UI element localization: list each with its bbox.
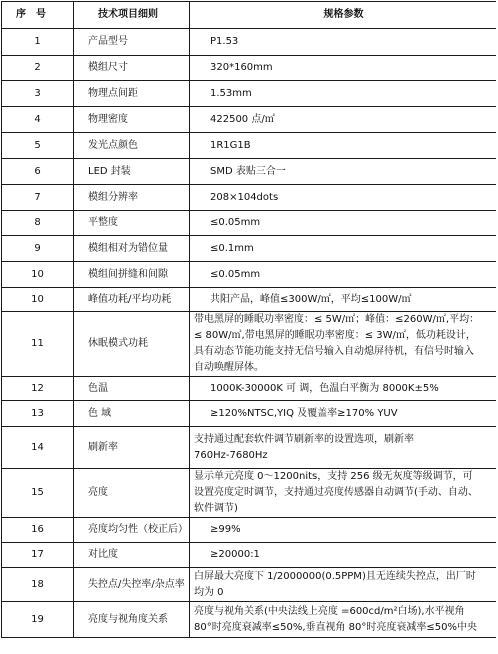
spec-line: 设置亮度定时调节，支持通过亮度传感器自动调节(手动、自动、: [194, 487, 478, 498]
row-item: 休眠模式功耗: [74, 312, 190, 377]
spec-line: P1.53: [210, 36, 239, 47]
spec-line: SMD 表贴三合一: [210, 165, 286, 177]
row-number: 5: [2, 133, 74, 159]
table-row: [2, 602, 497, 638]
row-number: 18: [2, 568, 74, 602]
table-row: [2, 401, 497, 427]
header-spec: 规格参数: [190, 2, 497, 29]
spec-line: ≤0.05mm: [210, 217, 261, 228]
row-item: 色温: [74, 377, 190, 401]
spec-line: 760Hz-7680Hz: [194, 449, 268, 461]
row-spec: [190, 518, 497, 543]
table-row: [2, 427, 497, 469]
row-item: 峰值功耗/平均功耗: [74, 288, 190, 312]
row-item: 模组相对为错位量: [74, 236, 190, 262]
spec-line: 具有动态节能功能支持无信号输入自动熄屏待机，有信号时输入: [194, 346, 474, 357]
table-row: [2, 81, 497, 107]
row-item: 模组间拼缝和间隙: [74, 262, 190, 288]
spec-table: [1, 1, 496, 638]
spec-line: ≤0.05mm: [210, 268, 261, 280]
row-item: 平整度: [74, 211, 190, 236]
row-number: 10: [2, 262, 74, 288]
spec-line: 320*160mm: [210, 62, 273, 73]
spec-line: 显示单元亮度 0～1200nits，支持 256 级无灰度等级调节，可: [194, 471, 473, 482]
row-spec: [190, 159, 497, 185]
row-item: 刷新率: [74, 427, 190, 469]
row-number: 14: [2, 427, 74, 469]
row-number: 4: [2, 107, 74, 133]
spec-line: 1R1G1B: [210, 139, 251, 151]
spec-line: 软件调节): [194, 503, 238, 514]
table-row: [2, 211, 497, 236]
row-number: 19: [2, 602, 74, 638]
row-spec: [190, 185, 497, 211]
row-spec: [190, 56, 497, 81]
table-row: [2, 159, 497, 185]
table-row: [2, 543, 497, 568]
row-number: 1: [2, 29, 74, 56]
table-row: [2, 568, 497, 602]
row-spec: [190, 236, 497, 262]
row-number: 8: [2, 211, 74, 236]
row-item: 物理密度: [74, 107, 190, 133]
row-number: 2: [2, 56, 74, 81]
spec-line: 亮度与视角关系(中央法线上亮度 =600cd/m²白场),水平视角: [194, 605, 465, 617]
row-item: 产品型号: [74, 29, 190, 56]
header-no: 序号: [2, 2, 74, 29]
table-row: [2, 29, 497, 56]
row-spec: [190, 133, 497, 159]
row-spec: [190, 29, 497, 56]
spec-line: 80°时亮度衰减率≤50%,垂直视角 80°时亮度衰减率≤50%中央: [194, 621, 478, 633]
spec-line: ≥120%NTSC,YIQ 及覆盖率≥170% YUV: [210, 407, 398, 419]
row-number: 11: [2, 312, 74, 377]
row-item: 对比度: [74, 543, 190, 568]
row-item: 色 域: [74, 401, 190, 427]
row-item: 模组尺寸: [74, 56, 190, 81]
spec-line: ≥99%: [210, 524, 241, 535]
spec-line: 均为 0: [194, 586, 224, 598]
spec-line: ≤ 80W/㎡,带电黑屏的睡眠功率密度：≤ 3W/㎡，低功耗设计，: [194, 330, 476, 341]
row-number: 16: [2, 518, 74, 543]
spec-line: 208×104dots: [210, 191, 279, 203]
spec-line: 1.53mm: [210, 87, 252, 99]
row-item: 物理点间距: [74, 81, 190, 107]
table-row: [2, 312, 497, 377]
table-row: [2, 236, 497, 262]
row-item: 亮度与视角度关系: [74, 602, 190, 638]
row-item: 亮度: [74, 469, 190, 518]
table-row: [2, 107, 497, 133]
row-number: 12: [2, 377, 74, 401]
spec-line: 支持通过配套软件调节刷新率的设置选项，刷新率: [194, 433, 414, 445]
spec-line: ≤0.1mm: [210, 242, 254, 254]
spec-line: 1000K-30000K 可 调，色温白平衡为 8000K±5%: [210, 382, 439, 394]
header-item: 技术项目细则: [74, 2, 190, 29]
table-row: [2, 185, 497, 211]
row-number: 13: [2, 401, 74, 427]
row-number: 17: [2, 543, 74, 568]
table-row: [2, 133, 497, 159]
row-item: 亮度均匀性（校正后）: [74, 518, 190, 543]
row-item: 模组分辨率: [74, 185, 190, 211]
table-row: [2, 377, 497, 401]
row-item: LED 封装: [74, 159, 190, 185]
row-item: 失控点/失控率/杂点率: [74, 568, 190, 602]
row-spec: [190, 543, 497, 568]
table-row: [2, 56, 497, 81]
row-spec: [190, 312, 497, 377]
row-number: 3: [2, 81, 74, 107]
row-spec: [190, 288, 497, 312]
spec-line: 带电黑屏的睡眠功率密度：≤ 5W/㎡；峰值：≤260W/㎡,平均：: [194, 314, 480, 325]
row-spec: [190, 107, 497, 133]
spec-line: 422500 点/㎡: [210, 113, 275, 125]
spec-line: 白屏最大亮度下 1/2000000(0.5PPM)且无连续失控点，出厂时: [194, 570, 476, 582]
row-spec: [190, 427, 497, 469]
table-row: [2, 469, 497, 518]
table-header-row: [2, 2, 497, 29]
row-number: 15: [2, 469, 74, 518]
spec-line: ≥20000:1: [210, 549, 260, 560]
row-spec: [190, 469, 497, 518]
row-item: 发光点颜色: [74, 133, 190, 159]
row-spec: [190, 377, 497, 401]
row-number: 9: [2, 236, 74, 262]
row-number: 6: [2, 159, 74, 185]
row-spec: [190, 211, 497, 236]
table-row: [2, 288, 497, 312]
row-number: 7: [2, 185, 74, 211]
row-spec: [190, 602, 497, 638]
table-row: [2, 518, 497, 543]
row-number: 10: [2, 288, 74, 312]
row-spec: [190, 568, 497, 602]
row-spec: [190, 262, 497, 288]
spec-line: 共阳产品，峰值≤300W/㎡，平均≤100W/㎡: [210, 293, 412, 305]
spec-line: 自动唤醒屏体。: [194, 362, 264, 373]
table-row: [2, 262, 497, 288]
row-spec: [190, 81, 497, 107]
row-spec: [190, 401, 497, 427]
